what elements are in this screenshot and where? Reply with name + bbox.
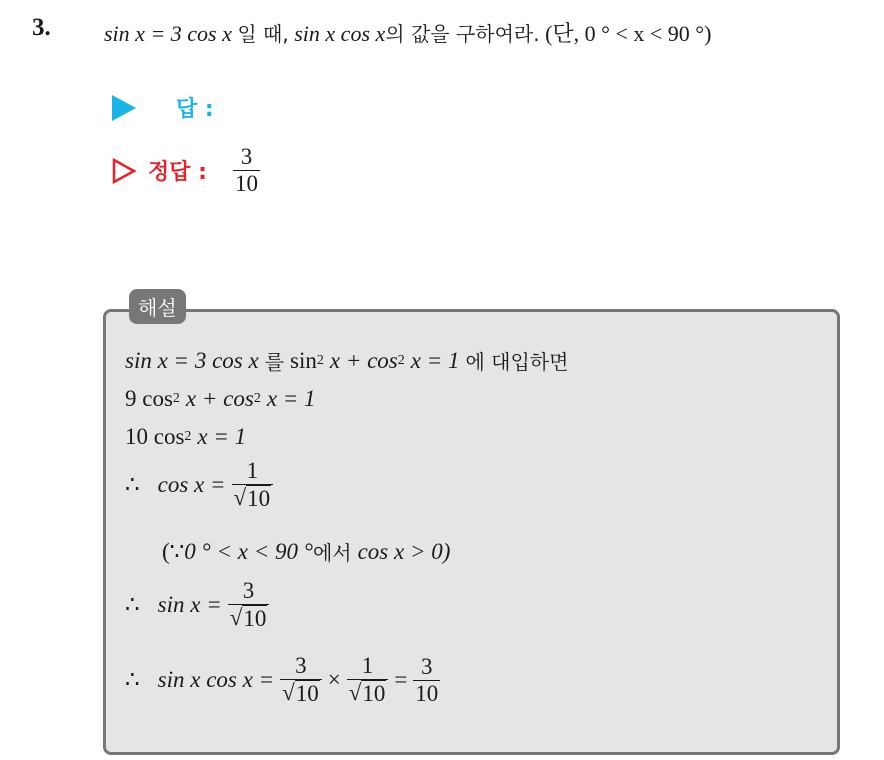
fraction-denominator: [280, 680, 322, 707]
question-text: [104, 17, 711, 48]
eq: x = 1: [266, 386, 316, 411]
solution-line-2: 9 cos 2 x + cos 2 x = 1: [125, 386, 316, 411]
because-open: (∵: [162, 538, 185, 564]
fraction-numerator: 3: [421, 653, 433, 679]
eq: sin x cos x =: [157, 667, 275, 692]
kr-text: 를: [264, 350, 285, 374]
solution-line-6: [125, 578, 269, 632]
sqrt-icon: √: [229, 605, 243, 630]
therefore-symbol: ∴: [125, 592, 140, 617]
fraction-denominator: [232, 485, 274, 512]
eq: x + cos: [329, 347, 398, 373]
eq: cos x > 0): [357, 538, 451, 564]
solution-tag: 해설: [129, 289, 186, 324]
fraction-denominator: 10: [234, 171, 258, 196]
eq: x = 1: [197, 424, 247, 449]
filled-triangle-icon: [112, 95, 136, 121]
fraction-numerator: 3: [242, 578, 255, 603]
radicand: 10: [247, 486, 271, 511]
answer-label: 답 :: [176, 97, 214, 122]
therefore-symbol: ∴: [125, 667, 140, 692]
eq: cos x =: [157, 472, 226, 497]
outline-triangle-icon: [112, 158, 136, 184]
solution-line-5: [162, 537, 450, 566]
solution-line-4: [125, 458, 273, 512]
fraction-denominator: 10: [415, 680, 439, 706]
correct-answer-row: [112, 144, 260, 197]
radicand: 10: [362, 681, 386, 706]
radicand: 10: [243, 606, 267, 631]
question-eq2: sin x cos x: [294, 21, 386, 46]
question-condition: (단, 0 ° < x < 90 °): [545, 21, 712, 46]
eq: sin x = 3 cos x: [125, 347, 259, 373]
sqrt-icon: √: [233, 485, 247, 510]
solution-line-7: [125, 653, 440, 707]
question-kr1: 일 때,: [237, 22, 289, 46]
sqrt: [234, 485, 272, 512]
times-symbol: ×: [327, 667, 341, 692]
fraction: [413, 654, 440, 707]
radicand: 10: [295, 681, 319, 706]
equals-symbol: =: [394, 667, 408, 692]
correct-answer-label: 정답 :: [148, 160, 207, 185]
eq: 0 ° < x < 90 °: [184, 538, 313, 564]
eq: sin x =: [157, 592, 222, 617]
fraction-numerator: 3: [240, 144, 253, 169]
fraction: [280, 653, 322, 707]
sqrt-icon: √: [282, 680, 295, 705]
eq: sin: [290, 347, 317, 373]
fraction: [232, 458, 274, 512]
sqrt: [349, 680, 387, 707]
therefore-symbol: ∴: [125, 472, 140, 497]
sqrt: [230, 605, 268, 632]
kr-text: 에 대입하면: [465, 350, 569, 374]
solution-line-1: sin x = 3 cos x 를 sin 2 x + cos 2 x = 1 에 대입하면: [125, 347, 569, 374]
solution-line-3: 10 cos 2 x = 1: [125, 424, 247, 449]
eq: 10 cos: [125, 424, 185, 449]
correct-answer-fraction: [233, 144, 260, 197]
fraction-denominator: [347, 680, 389, 707]
answer-row: [112, 92, 214, 123]
question-number: 3.: [32, 14, 51, 41]
fraction-numerator: 1: [361, 653, 374, 678]
question-kr2: 의 값을 구하여라.: [385, 22, 540, 46]
sqrt: [282, 680, 320, 707]
eq: 9 cos: [125, 386, 173, 411]
fraction-denominator: [228, 605, 270, 632]
fraction: [228, 578, 270, 632]
eq: x = 1: [410, 347, 460, 373]
question-eq1: sin x = 3 cos x: [104, 21, 232, 46]
fraction: [347, 653, 389, 707]
sqrt-icon: √: [348, 680, 362, 705]
fraction-numerator: 1: [246, 458, 259, 483]
kr-text: 에서: [312, 541, 352, 565]
eq: x + cos: [185, 386, 254, 411]
fraction-numerator: 3: [295, 653, 307, 678]
